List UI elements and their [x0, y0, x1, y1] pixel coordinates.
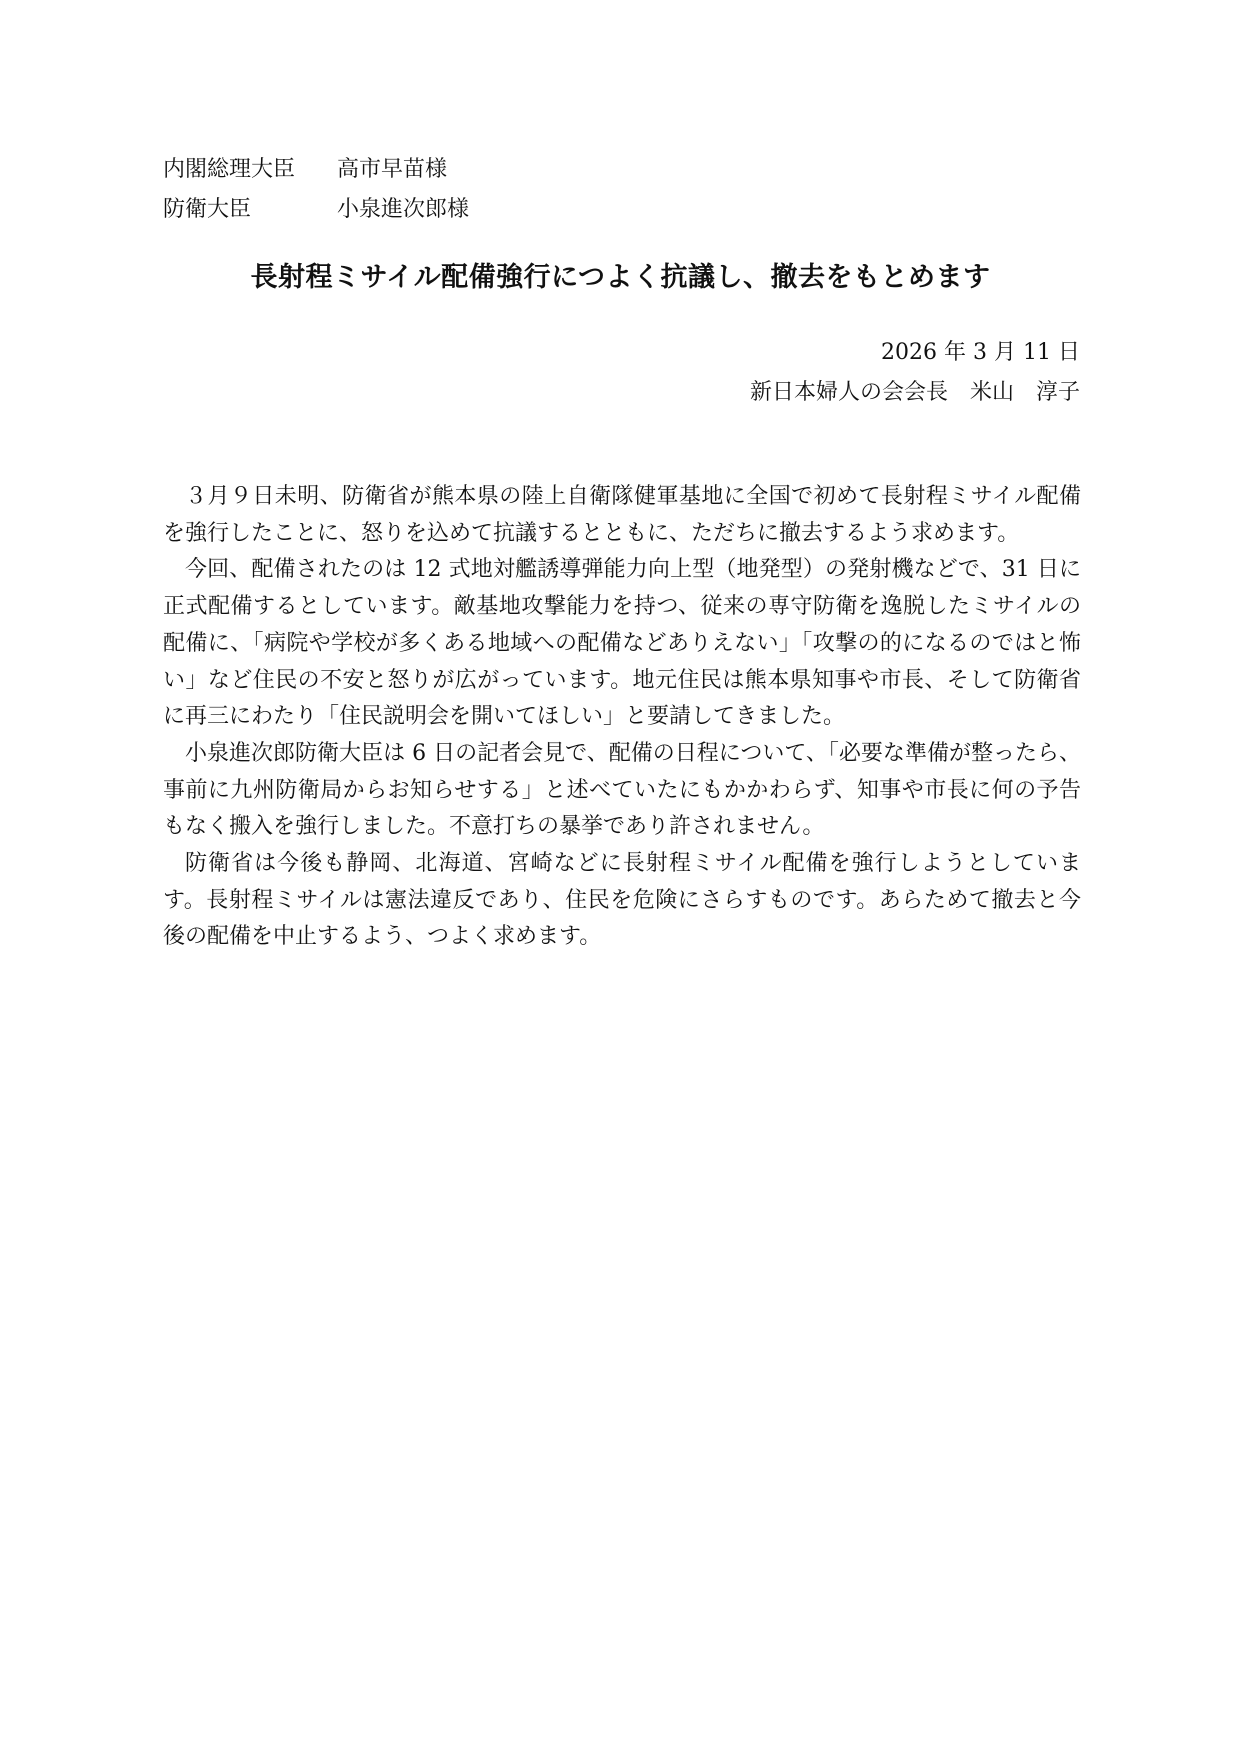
- addressee-line: [163, 150, 469, 190]
- addressee-name: 高市早苗様: [337, 157, 448, 182]
- addressee-role: 防衛大臣: [163, 197, 252, 222]
- sender-name: 新日本婦人の会会長 米山 淳子: [749, 380, 1080, 405]
- document-date: 2026 年 3 月 11 日: [881, 340, 1080, 365]
- paragraph: 今回、配備されたのは 12 式地対艦誘導弾能力向上型（地発型）の発射機などで、31 日に正式配備するとしています。敵基地攻撃能力を持つ、従来の専守防衛を逸脱したミサイルの配備に、「病院や学校が多くある地域への配備などありえない」「攻撃の的になるのではと怖い」など住民の不安と怒りが広がっています。地元住民は熊本県知事や市長、そして防衛省に再三にわたり「住民説明会を開いてほしい」と要請してきました。: [163, 557, 1081, 730]
- paragraph: ３月９日未明、防衛省が熊本県の陸上自衛隊健軍基地に全国で初めて長射程ミサイル配備を強行したことに、怒りを込めて抗議するとともに、ただちに撤去するよう求めます。: [163, 484, 1081, 546]
- addressee-role: 内閣総理大臣: [163, 157, 296, 182]
- paragraph: 小泉進次郎防衛大臣は 6 日の記者会見で、配備の日程について、「必要な準備が整ったら、事前に九州防衛局からお知らせする」と述べていたにもかかわらず、知事や市長に何の予告もなく搬入を強行しました。不意打ちの暴挙であり許されません。: [163, 740, 1081, 840]
- paragraph: 防衛省は今後も静岡、北海道、宮崎などに長射程ミサイル配備を強行しようとしています。長射程ミサイルは憲法違反であり、住民を危険にさらすものです。あらためて撤去と今後の配備を中止するよう、つよく求めます。: [163, 851, 1081, 950]
- addressee-line: [163, 190, 469, 230]
- sender-block: [750, 333, 1080, 413]
- document-title: 長射程ミサイル配備強行につよく抗議し、撤去をもとめます: [250, 262, 991, 293]
- body-text: [163, 479, 1081, 956]
- addressee-block: [163, 150, 469, 230]
- addressee-name: 小泉進次郎様: [337, 197, 470, 222]
